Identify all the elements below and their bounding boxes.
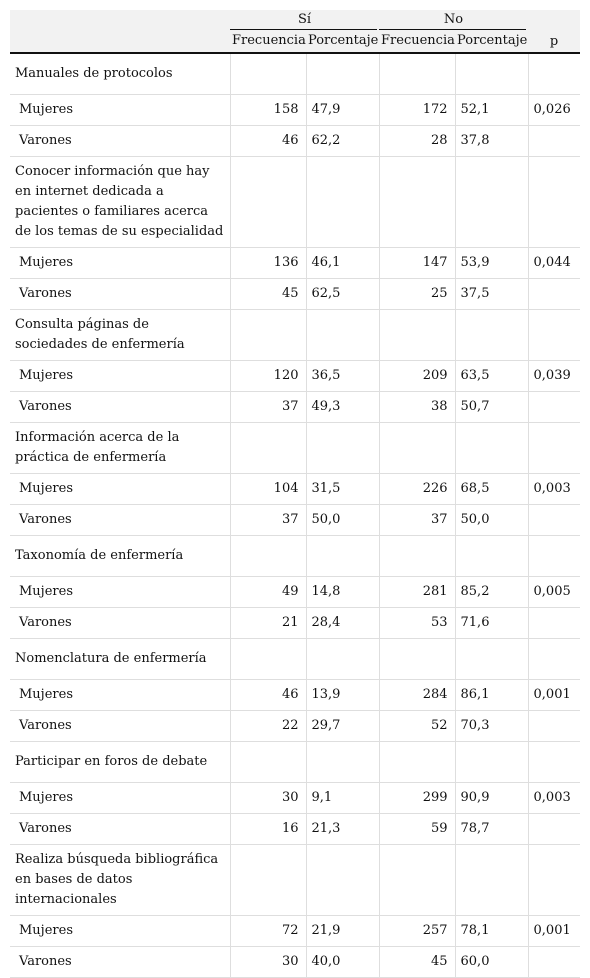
no-frecuencia-cell: 52 <box>379 711 455 742</box>
table-row <box>10 95 580 126</box>
empty-cell <box>230 423 306 474</box>
empty-cell <box>306 639 379 680</box>
no-frecuencia-cell: 257 <box>379 916 455 947</box>
table-row <box>10 947 580 978</box>
table-row <box>10 711 580 742</box>
p-value-cell: 0,001 <box>528 680 580 711</box>
empty-cell <box>379 845 455 916</box>
si-porcentaje-cell: 31,5 <box>306 474 379 505</box>
no-frecuencia-cell: 299 <box>379 783 455 814</box>
empty-cell <box>379 157 455 248</box>
p-value-cell <box>528 608 580 639</box>
empty-cell <box>455 742 528 783</box>
header-si-porcentaje: Porcentaje <box>306 30 379 53</box>
no-porcentaje-cell: 37,8 <box>455 126 528 157</box>
no-frecuencia-cell: 59 <box>379 814 455 845</box>
si-frecuencia-cell: 37 <box>230 392 306 423</box>
empty-cell <box>379 536 455 577</box>
no-frecuencia-cell: 25 <box>379 279 455 310</box>
no-frecuencia-cell: 37 <box>379 505 455 536</box>
si-frecuencia-cell: 158 <box>230 95 306 126</box>
section-title: Realiza búsqueda bibliográfica en bases de datos internacionales <box>10 845 230 916</box>
table-container <box>10 10 580 978</box>
si-porcentaje-cell: 46,1 <box>306 248 379 279</box>
empty-cell <box>455 639 528 680</box>
no-porcentaje-cell: 78,7 <box>455 814 528 845</box>
empty-cell <box>528 423 580 474</box>
header-si-frecuencia: Frecuencia <box>230 30 306 53</box>
table-row <box>10 783 580 814</box>
no-porcentaje-cell: 50,7 <box>455 392 528 423</box>
p-value-cell <box>528 711 580 742</box>
si-porcentaje-cell: 50,0 <box>306 505 379 536</box>
p-value-cell: 0,003 <box>528 783 580 814</box>
no-porcentaje-cell: 71,6 <box>455 608 528 639</box>
p-value-cell <box>528 392 580 423</box>
empty-cell <box>379 53 455 95</box>
table-row <box>10 279 580 310</box>
table-row <box>10 248 580 279</box>
table-row <box>10 505 580 536</box>
no-porcentaje-cell: 90,9 <box>455 783 528 814</box>
header-p: p <box>528 10 580 53</box>
section-row <box>10 742 580 783</box>
empty-cell <box>528 639 580 680</box>
si-porcentaje-cell: 62,2 <box>306 126 379 157</box>
no-porcentaje-cell: 52,1 <box>455 95 528 126</box>
si-frecuencia-cell: 49 <box>230 577 306 608</box>
section-title: Información acerca de la práctica de enfermería <box>10 423 230 474</box>
header-no-frecuencia: Frecuencia <box>379 30 455 53</box>
empty-cell <box>306 157 379 248</box>
empty-cell <box>230 53 306 95</box>
si-frecuencia-cell: 16 <box>230 814 306 845</box>
empty-cell <box>528 845 580 916</box>
no-porcentaje-cell: 53,9 <box>455 248 528 279</box>
row-label: Mujeres <box>10 248 230 279</box>
si-frecuencia-cell: 120 <box>230 361 306 392</box>
empty-cell <box>230 536 306 577</box>
p-value-cell <box>528 279 580 310</box>
table-row <box>10 608 580 639</box>
si-porcentaje-cell: 36,5 <box>306 361 379 392</box>
no-frecuencia-cell: 147 <box>379 248 455 279</box>
table-row <box>10 474 580 505</box>
p-value-cell: 0,044 <box>528 248 580 279</box>
table-row <box>10 680 580 711</box>
si-porcentaje-cell: 62,5 <box>306 279 379 310</box>
row-label: Varones <box>10 392 230 423</box>
empty-cell <box>528 536 580 577</box>
row-label: Varones <box>10 608 230 639</box>
p-value-cell <box>528 947 580 978</box>
section-row <box>10 310 580 361</box>
table-body <box>10 53 580 978</box>
p-value-cell <box>528 814 580 845</box>
header-no-porcentaje: Porcentaje <box>455 30 528 53</box>
empty-cell <box>455 53 528 95</box>
empty-cell <box>379 310 455 361</box>
empty-cell <box>306 423 379 474</box>
empty-cell <box>306 53 379 95</box>
header-group-no: No <box>379 10 528 30</box>
empty-cell <box>379 639 455 680</box>
section-row <box>10 639 580 680</box>
p-value-cell: 0,003 <box>528 474 580 505</box>
no-frecuencia-cell: 28 <box>379 126 455 157</box>
si-frecuencia-cell: 21 <box>230 608 306 639</box>
si-porcentaje-cell: 13,9 <box>306 680 379 711</box>
empty-cell <box>230 742 306 783</box>
no-porcentaje-cell: 86,1 <box>455 680 528 711</box>
si-frecuencia-cell: 46 <box>230 680 306 711</box>
section-title: Manuales de protocolos <box>10 53 230 95</box>
no-frecuencia-cell: 53 <box>379 608 455 639</box>
table-row <box>10 392 580 423</box>
section-row <box>10 157 580 248</box>
no-frecuencia-cell: 209 <box>379 361 455 392</box>
section-title: Nomenclatura de enfermería <box>10 639 230 680</box>
empty-cell <box>230 157 306 248</box>
si-frecuencia-cell: 136 <box>230 248 306 279</box>
section-title: Taxonomía de enfermería <box>10 536 230 577</box>
section-row <box>10 536 580 577</box>
si-porcentaje-cell: 49,3 <box>306 392 379 423</box>
si-frecuencia-cell: 22 <box>230 711 306 742</box>
no-frecuencia-cell: 284 <box>379 680 455 711</box>
empty-cell <box>455 845 528 916</box>
table-row <box>10 577 580 608</box>
si-frecuencia-cell: 30 <box>230 783 306 814</box>
row-label: Varones <box>10 279 230 310</box>
no-frecuencia-cell: 38 <box>379 392 455 423</box>
si-porcentaje-cell: 14,8 <box>306 577 379 608</box>
row-label: Mujeres <box>10 95 230 126</box>
si-frecuencia-cell: 46 <box>230 126 306 157</box>
si-porcentaje-cell: 28,4 <box>306 608 379 639</box>
row-label: Mujeres <box>10 474 230 505</box>
section-row <box>10 423 580 474</box>
data-table <box>10 10 580 978</box>
row-label: Mujeres <box>10 680 230 711</box>
section-row <box>10 845 580 916</box>
row-label: Varones <box>10 505 230 536</box>
empty-cell <box>379 742 455 783</box>
si-porcentaje-cell: 9,1 <box>306 783 379 814</box>
si-frecuencia-cell: 104 <box>230 474 306 505</box>
empty-cell <box>528 310 580 361</box>
si-porcentaje-cell: 21,9 <box>306 916 379 947</box>
section-title: Participar en foros de debate <box>10 742 230 783</box>
empty-cell <box>306 845 379 916</box>
empty-cell <box>455 157 528 248</box>
table-row <box>10 361 580 392</box>
table-row <box>10 814 580 845</box>
row-label: Varones <box>10 126 230 157</box>
row-label: Varones <box>10 947 230 978</box>
empty-cell <box>379 423 455 474</box>
empty-cell <box>230 639 306 680</box>
no-porcentaje-cell: 68,5 <box>455 474 528 505</box>
no-frecuencia-cell: 45 <box>379 947 455 978</box>
header-blank <box>10 10 230 53</box>
section-row <box>10 53 580 95</box>
no-frecuencia-cell: 281 <box>379 577 455 608</box>
si-frecuencia-cell: 72 <box>230 916 306 947</box>
si-porcentaje-cell: 47,9 <box>306 95 379 126</box>
p-value-cell: 0,005 <box>528 577 580 608</box>
no-porcentaje-cell: 63,5 <box>455 361 528 392</box>
empty-cell <box>230 845 306 916</box>
empty-cell <box>455 423 528 474</box>
empty-cell <box>306 742 379 783</box>
section-title: Conocer información que hay en internet dedicada a pacientes o familiares acerca de los temas de su especialidad <box>10 157 230 248</box>
p-value-cell: 0,026 <box>528 95 580 126</box>
empty-cell <box>455 536 528 577</box>
no-porcentaje-cell: 60,0 <box>455 947 528 978</box>
p-value-cell: 0,001 <box>528 916 580 947</box>
empty-cell <box>528 742 580 783</box>
empty-cell <box>455 310 528 361</box>
p-value-cell <box>528 505 580 536</box>
si-porcentaje-cell: 21,3 <box>306 814 379 845</box>
row-label: Mujeres <box>10 577 230 608</box>
row-label: Mujeres <box>10 361 230 392</box>
no-frecuencia-cell: 172 <box>379 95 455 126</box>
row-label: Mujeres <box>10 916 230 947</box>
row-label: Varones <box>10 711 230 742</box>
empty-cell <box>528 53 580 95</box>
p-value-cell <box>528 126 580 157</box>
empty-cell <box>306 310 379 361</box>
section-title: Consulta páginas de sociedades de enfermería <box>10 310 230 361</box>
si-porcentaje-cell: 40,0 <box>306 947 379 978</box>
no-porcentaje-cell: 37,5 <box>455 279 528 310</box>
si-frecuencia-cell: 45 <box>230 279 306 310</box>
table-header <box>10 10 580 53</box>
no-frecuencia-cell: 226 <box>379 474 455 505</box>
no-porcentaje-cell: 50,0 <box>455 505 528 536</box>
empty-cell <box>528 157 580 248</box>
p-value-cell: 0,039 <box>528 361 580 392</box>
empty-cell <box>230 310 306 361</box>
row-label: Varones <box>10 814 230 845</box>
no-porcentaje-cell: 70,3 <box>455 711 528 742</box>
si-porcentaje-cell: 29,7 <box>306 711 379 742</box>
table-row <box>10 126 580 157</box>
si-frecuencia-cell: 30 <box>230 947 306 978</box>
no-porcentaje-cell: 78,1 <box>455 916 528 947</box>
si-frecuencia-cell: 37 <box>230 505 306 536</box>
row-label: Mujeres <box>10 783 230 814</box>
header-group-si: Sí <box>230 10 379 30</box>
no-porcentaje-cell: 85,2 <box>455 577 528 608</box>
empty-cell <box>306 536 379 577</box>
